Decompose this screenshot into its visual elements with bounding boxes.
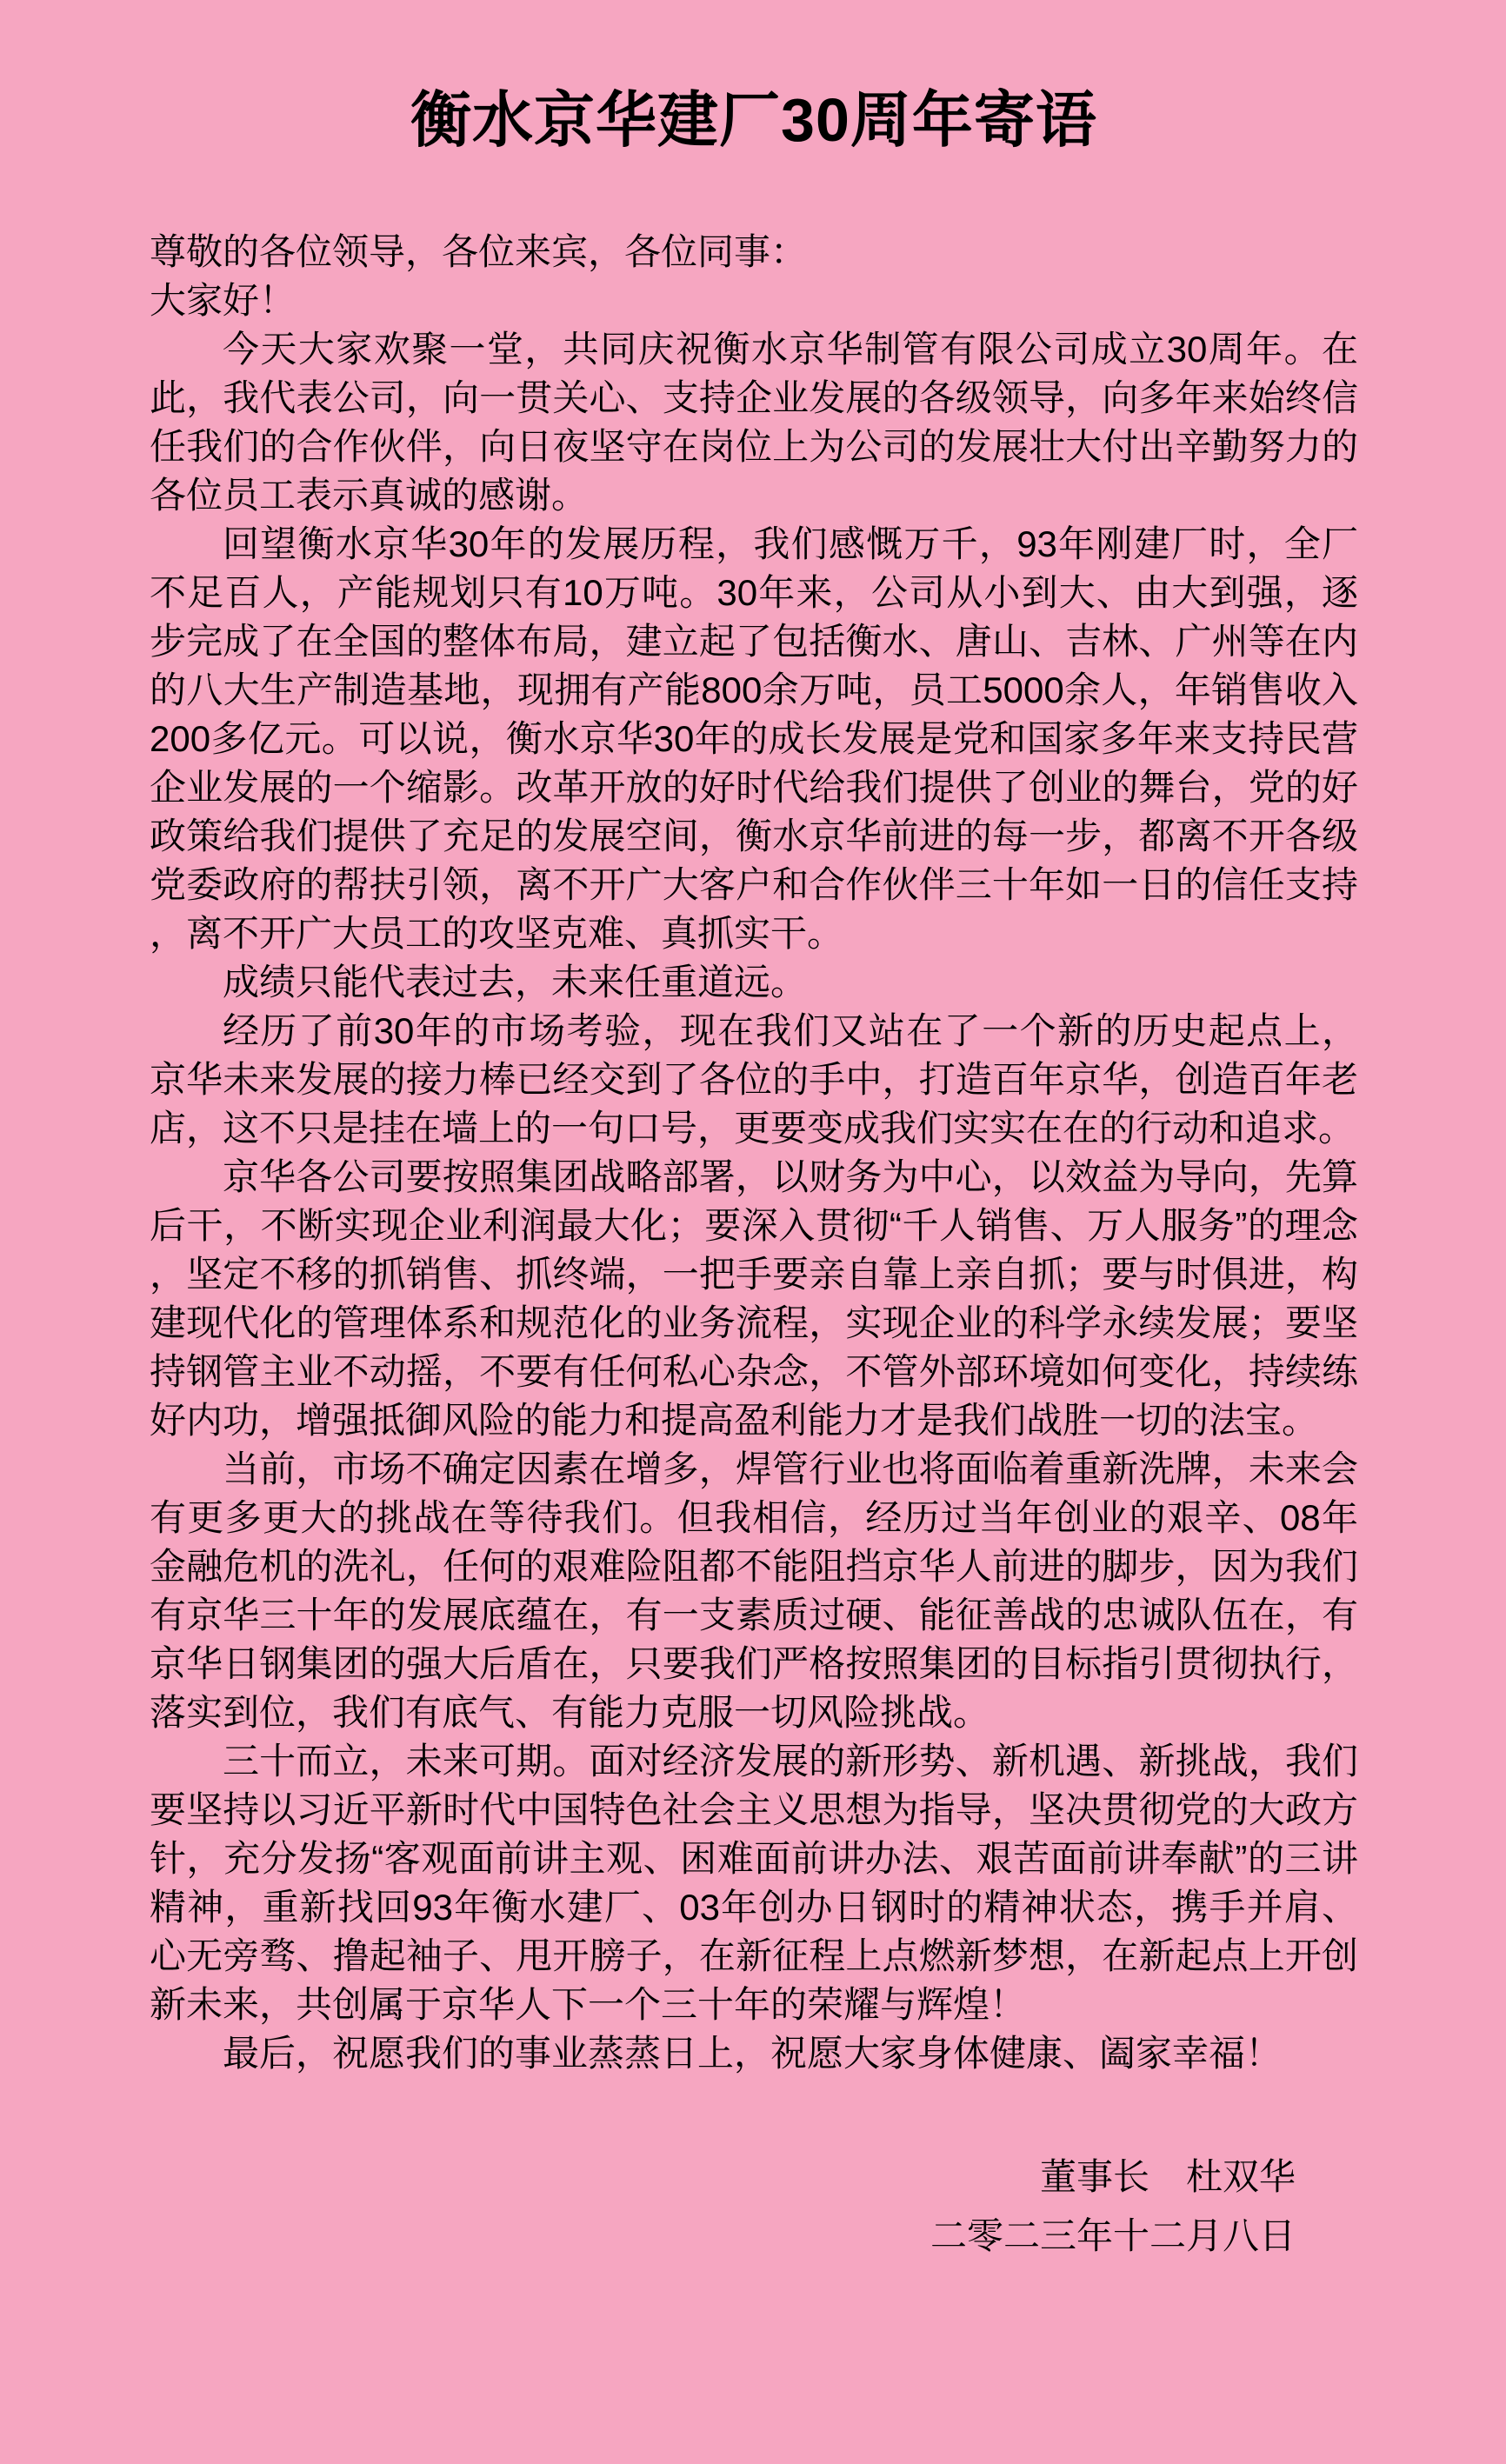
body-paragraph: 当前，市场不确定因素在增多，焊管行业也将面临着重新洗牌，未来会有更多更大的挑战在等待我们。但我相信，经历过当年创业的艰辛、08年金融危机的洗礼，任何的艰难险阻都不能阻挡京华人前进的脚步，因为我们有京华三十年的发展底蕴在，有一支素质过硬、能征善战的忠诚队伍在，有京华日钢集团的强大后盾在，只要我们严格按照集团的目标指引贯彻执行，落实到位，我们有底气、有能力克服一切风险挑战。: [150, 1448, 1358, 1733]
body-paragraph: 三十而立，未来可期。面对经济发展的新形势、新机遇、新挑战，我们要坚持以习近平新时代中国特色社会主义思想为指导，坚决贯彻党的大政方针，充分发扬“客观面前讲主观、困难面前讲办法、艰苦面前讲奉献”的三讲精神，重新找回93年衡水建厂、03年创办日钢时的精神状态，携手并肩、心无旁骛、撸起袖子、甩开膀子，在新征程上点燃新梦想，在新起点上开创新未来，共创属于京华人下一个三十年的荣耀与辉煌！: [150, 1741, 1358, 2025]
letter-body: [150, 228, 1358, 2078]
salutation-line: 尊敬的各位领导，各位来宾，各位同事：: [150, 231, 808, 272]
document-title: 衡水京华建厂30周年寄语: [410, 86, 1097, 154]
body-paragraph: 今天大家欢聚一堂，共同庆祝衡水京华制管有限公司成立30周年。在此，我代表公司，向一贯关心、支持企业发展的各级领导，向多年来始终信任我们的合作伙伴，向日夜坚守在岗位上为公司的发展壮大付出辛勤努力的各位员工表示真诚的感谢。: [150, 329, 1358, 516]
greeting-line: 大家好！: [150, 280, 297, 321]
body-paragraph: 京华各公司要按照集团战略部署，以财务为中心，以效益为导向，先算后干，不断实现企业利润最大化；要深入贯彻“千人销售、万人服务”的理念，坚定不移的抓销售、抓终端，一把手要亲自靠上亲自抓；要与时俱进，构建现代化的管理体系和规范化的业务流程，实现企业的科学永续发展；要坚持钢管主业不动摇，不要有任何私心杂念，不管外部环境如何变化，持续练好内功，增强抵御风险的能力和提高盈利能力才是我们战胜一切的法宝。: [150, 1156, 1358, 1441]
signature-block: [150, 2148, 1358, 2266]
body-paragraph: 成绩只能代表过去，未来任重道远。: [223, 962, 808, 1002]
body-paragraph: 最后，祝愿我们的事业蒸蒸日上，祝愿大家身体健康、阖家幸福！: [223, 2033, 1283, 2074]
signature-signer: 董事长 杜双华: [1039, 2156, 1296, 2197]
body-paragraph: 经历了前30年的市场考验，现在我们又站在了一个新的历史起点上，京华未来发展的接力棒已经交到了各位的手中，打造百年京华，创造百年老店，这不只是挂在墙上的一句口号，更要变成我们实实在在的行动和追求。: [150, 1010, 1358, 1149]
signature-date: 二零二三年十二月八日: [930, 2215, 1296, 2256]
body-paragraph: 回望衡水京华30年的发展历程，我们感慨万千，93年刚建厂时，全厂不足百人，产能规划只有10万吨。30年来，公司从小到大、由大到强，逐步完成了在全国的整体布局，建立起了包括衡水、唐山、吉林、广州等在内的八大生产制造基地，现拥有产能800余万吨，员工5000余人，年销售收入200多亿元。可以说，衡水京华30年的成长发展是党和国家多年来支持民营企业发展的一个缩影。改革开放的好时代给我们提供了创业的舞台，党的好政策给我们提供了充足的发展空间，衡水京华前进的每一步，都离不开各级党委政府的帮扶引领，离不开广大客户和合作伙伴三十年如一日的信任支持，离不开广大员工的攻坚克难、真抓实干。: [150, 523, 1358, 954]
